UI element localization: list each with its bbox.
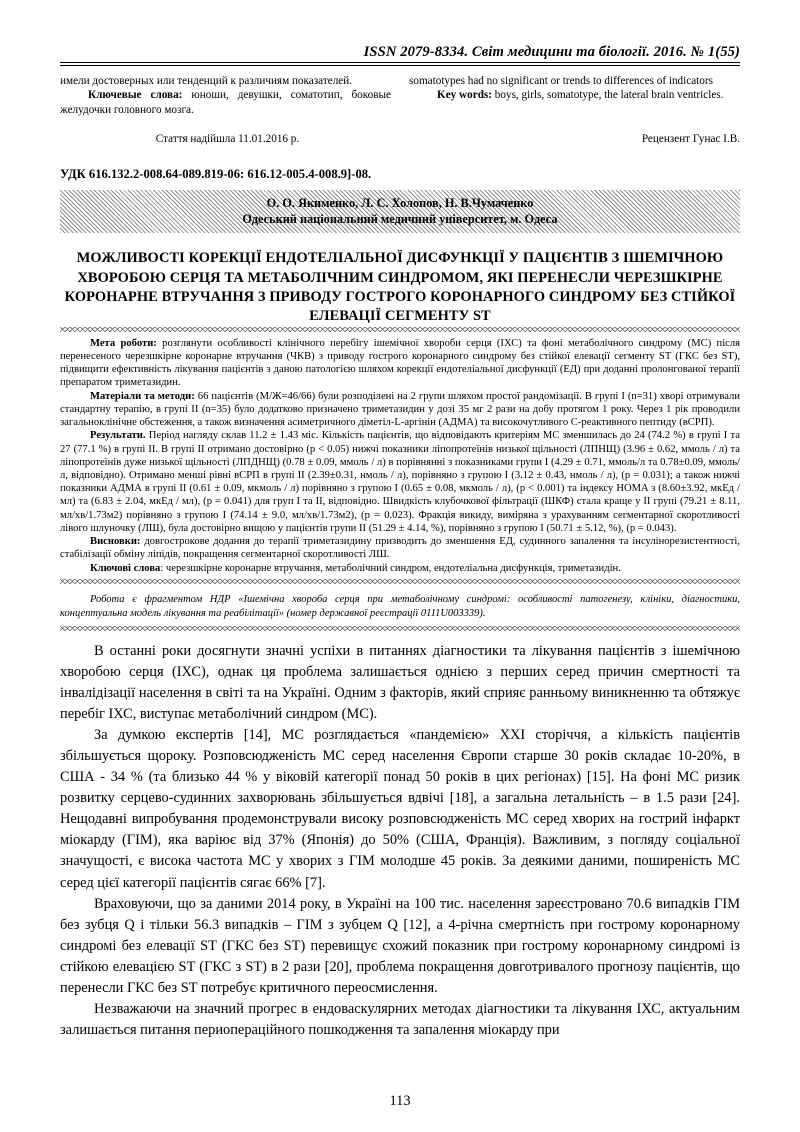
right-keywords-text: boys, girls, somatotype, the lateral brain ventricles. [494, 89, 724, 102]
left-tail-sentence: имели достоверных или тенденций к различиям показателей. [60, 75, 353, 88]
right-tail-sentence: somatotypes had no significant or trends to differences of indicators [409, 75, 713, 88]
abstract-methods-text: 66 пацієнтів (М/Ж=46/66) були розподілені на 2 групи шляхом простої рандомізації. В групі I (n=31) хворі отримували стандартну терапію, в групі II (n=35) було додатково призначено триметазидин у дозі 35 мг 2 рази на добу протягом 1 року. Через 1 рік проводили загальноклінічне обстеження, а також визначення асиметричного діметіл-L-аргінін (АДМА) та високочутливого C-реактивного пептиду (вСРП). [60, 390, 741, 429]
left-keywords-text: юноши, девушки, соматотип, боковые желудочки головного мозга. [60, 89, 391, 116]
authors-band [60, 190, 740, 233]
abstract-methods [60, 390, 740, 430]
article-title: МОЖЛИВОСТІ КОРЕКЦІЇ ЕНДОТЕЛІАЛЬНОЇ ДИСФУНКЦІЇ У ПАЦІЄНТІВ З ІШЕМІЧНОЮ ХВОРОБОЮ СЕРЦЯ ТА МЕТАБОЛІЧНИМ СИНДРОМОМ, ЯКІ ПЕРЕНЕСЛИ ЧЕРЕЗШКІРНЕ КОРОНАРНЕ ВТРУЧАННЯ З ПРИВОДУ ГОСТРОГО КОРОНАРНОГО СИНДРОМУ БЕЗ СТІЙКОЇ ЕЛЕВАЦІЇ СЕГМЕНТУ ST [64, 250, 736, 325]
author-names: О. О. Якименко, Л. С. Холопов, Н. В.Чумаченко [266, 196, 534, 211]
left-keywords-label: Ключевые слова: [88, 89, 183, 102]
funding-note: Робота є фрагментом НДР «Ішемічна хвороба серця при метаболічному синдромі: особливості патогенезу, клініки, діагностики, концептуальна модель лікування та реабілітації» (номер державної реєстрації 0111U003339). [60, 593, 740, 619]
submitted-date: Стаття надійшла 11.01.2016 р. [155, 133, 300, 146]
author-affiliation: Одеський національний медичний університет, м. Одеса [242, 212, 558, 227]
abstract-keywords-label: Ключові слова [90, 562, 161, 574]
abstract-results-label: Результати. [90, 430, 146, 442]
body-paragraph: В останні роки досягнути значні успіхи в питаннях діагностики та лікування пацієнтів з ішемічною хворобою серця (ІХС), однак ця проблема залишається однією з перших серед причин смертності та інвалідізації населення в світі та на Україні. Одним з факторів, який сприяє ранньому виникненню та обтяжує перебіг ІХС, виступає метаболічний синдром (МС). [60, 643, 740, 723]
abstract-aim-text: розглянути особливості клінічного перебігу ішемічної хвороби серця (ІХС) та фоні метаболічного синдрому (МС) після перенесеного черезшкірне коронарне втручання (ЧКВ) з приводу гострого коронарного синдрому без стійкої елевації сегменту ST (ГКС без ST), підвищити ефективність лікування пацієнтів з даною патологією шляхом корекції ендотеліальної дисфункції (ЕД) при доданні пролонгованої терапії препаратом триметазидин. [60, 337, 740, 389]
article-body [60, 641, 740, 1041]
left-keywords [60, 88, 391, 117]
abstract-aim [60, 337, 740, 390]
submission-line [60, 133, 740, 145]
funding-note-divider [60, 626, 740, 631]
abstract-tail-two-column [60, 74, 740, 117]
reviewer: Рецензент Гунас І.В. [641, 133, 740, 146]
abstract-bottom-divider [60, 579, 740, 584]
running-head-rule [60, 62, 740, 66]
abstract-block [60, 332, 740, 579]
abstract-keywords-text: : черезшкірне коронарне втручання, метаболічний синдром, ендотеліальна дисфункція, триметазидін. [160, 562, 621, 574]
body-paragraph: За думкою експертів [14], МС розглядається «пандемією» XXI сторіччя, а кількість пацієнтів збільшується щороку. Розповсюдженість МС серед населення Європи старше 30 років складає 10-20%, в США - 34 % (та близько 44 % у віковій категорії понад 50 років в цих регіонах) [15]. На фоні МС ризик розвитку серцево-судинних захворювань збільшується вдвічі [18], а загальна летальність – в 1.5 рази [24]. Нещодавні випробування продемонстрували високу розповсюдженість МС серед хворих на гострий інфаркт міокарду (ГІМ), яка варіює від 37% (Японія) до 50% (США, Франція). Важливим, з погляду соціальної значущості, є висока частота МС у хворих з ГІМ молодше 45 років. За деякими даними, поширеність МС серед цієї категорії пацієнтів сягає 66% [7]. [60, 727, 740, 891]
abstract-conclusions-label: Висновки: [90, 536, 141, 548]
body-paragraph: Враховуючи, що за даними 2014 року, в Україні на 100 тис. населення зареєстровано 70.6 випадків ГІМ без зубця Q і тільки 56.3 випадків – ГІМ з зубцем Q [12], а 4-річна смертність при гострому коронарному синдромі без елевації ST (ГКС без ST) перевищує схожий показник при гострому коронарному синдромі із стійкою елевацією ST (ГКС з ST) в 2 рази [20], проблема покращення довготривалого прогнозу пацієнтів, що перенесли ГКС без ST потребує критичного переосмислення. [60, 895, 740, 996]
abstract-aim-label: Мета роботи: [90, 337, 157, 349]
running-head: ISSN 2079-8334. Світ медицини та біології. 2016. № 1(55) [363, 44, 740, 60]
abstract-results [60, 429, 740, 535]
page-number: 113 [389, 1093, 411, 1109]
abstract-keywords [60, 562, 740, 575]
abstract-conclusions-text: довгострокове додання до терапії триметазидину призводить до зменшення ЕД, судинного запалення та інсулінорезистентності, стабілізації обміну ліпідів, покращення сегментарної скоротливості ЛШ. [60, 536, 740, 561]
right-keywords-label: Key words: [437, 89, 492, 102]
right-keywords [409, 88, 740, 102]
abstract-conclusions [60, 535, 740, 561]
abstract-results-text: Період нагляду склав 11.2 ± 1.43 міс. Кількість пацієнтів, що відповідають критеріям МС зменшилась до 24 (74.2 %) в групі I та 27 (77.1 %) в групі II. В групі II отримано достовірно (p < 0.05) нижчі показники ліпопротеїнів низької щільності (ЛПНЩ) (3.96 ± 0.62, ммоль / л) та ліпопротеїнів дуже низької щільності (ЛПДНЩ) (0.78 ± 0.09, ммоль / л) в порівнянні з показниками групи I (4.29 ± 0.71, ммоль/л та 0.78±0.09, ммоль/л, відповідно). Отримано менші рівні вСРП в групі II (2.39±0.31, нмоль / л), порівняно з групою I (3.12 ± 0.43, нмоль / л), (p = 0.031); а також нижчі показники АДМА в групі II (0.61 ± 0.09, мкмоль / л) порівняно з групою I (0.65 ± 0.08, мкмоль / л), (p < 0.001) та індексу HOMA з (8.60±3.92, мкЕд / мл) та (6.83 ± 2.04, мкЕд / мл), (p = 0.041) для груп I та II, відповідно. Швидкість клубочкової фільтрації (ШКФ) стала краще у II групі (79.21 ± 8.11, мл/хв/1.73м2) порівняно з групою I (74.14 ± 9.0, мл/хв/1.73м2), (p = 0.023). Фракція викиду, виміряна з урахуванням сегментарної скоротливості лівого шлуночку (ЛШ), була достовірно вищою у пацієнтів групи II (51.29 ± 4.14, %), порівняно з групою I (50.71 ± 5.12, %), (p = 0.043). [60, 430, 740, 534]
left-column [60, 74, 391, 117]
right-column [409, 74, 740, 117]
body-paragraph: Незважаючи на значний прогрес в ендоваскулярних методах діагностики та лікування ІХС, актуальним залишається питання периопераційного пошкодження та запалення міокарду при [60, 1000, 740, 1038]
udc-code: УДК 616.132.2-008.64-089.819-06: 616.12-005.4-008.9]-08. [60, 167, 372, 182]
abstract-methods-label: Матеріали та методи: [90, 390, 195, 402]
